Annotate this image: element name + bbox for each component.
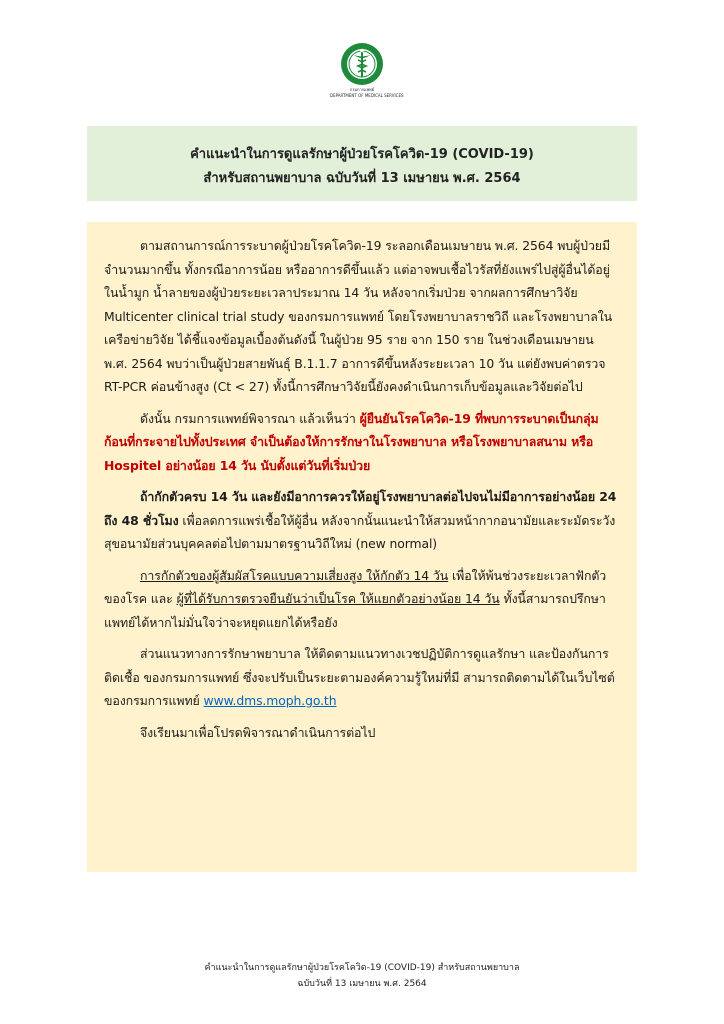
paragraph-situation: ตามสถานการณ์การระบาดผู้ป่วยโรคโควิด-19 ระลอกเดือนเมษายน พ.ศ. 2564 พบผู้ป่วยมีจำนวนมากขึ้น ทั้งกรณีอาการน้อย หรืออาการดีขึ้นแล้ว แต่อาจพบเชื้อไวรัสที่ยังแพร่ไปสู่ผู้อื่นได้อยู่ในน้ำมูก น้ำลายของผู้ป่วยระยะเวลาประมาณ 14 วัน หลังจากเริ่มป่วย จากผลการศึกษาวิจัย Multicenter clinical trial study ของกรมการแพทย์ โดยโรงพยาบาลราชวิถี และโรงพยาบาลในเครือข่ายวิจัย ได้ชี้แจงข้อมูลเบื้องต้นดังนี้ ในผู้ป่วย 95 ราย จาก 150 ราย ในช่วงเดือนเมษายน พ.ศ. 2564 พบว่าเป็นผู้ป่วยสายพันธุ์ B.1.1.7 อาการดีขึ้นหลังระยะเวลา 10 วัน แต่ยังพบค่าตรวจ RT-PCR ค่อนข้างสูง (Ct < 27) ทั้งนี้การศึกษาวิจัยนี้ยังคงดำเนินการเก็บข้อมูลและวิจัยต่อไป bbox=[104, 238, 613, 394]
page-footer bbox=[0, 960, 724, 992]
footer-line-2: ฉบับวันที่ 13 เมษายน พ.ศ. 2564 bbox=[297, 979, 427, 989]
recommendation-highlight: ผู้ยืนยันโรคโควิด-19 ที่พบการระบาดเป็นกลุ่มก้อนที่กระจายไปทั้งประเทศ จำเป็นต้องให้การรักษาในโรงพยาบาล หรือโรงพยาบาลสนาม หรือ Hospitel อย่างน้อย 14 วัน นับตั้งแต่วันที่เริ่มป่วย bbox=[104, 410, 599, 473]
website-link[interactable]: www.dms.moph.go.th bbox=[203, 693, 337, 708]
quarantine-text-1: เพื่อให้พ้นช่วงระยะเวลาฟักตัวของโรค และ bbox=[104, 567, 607, 606]
paragraph-discharge bbox=[104, 485, 620, 556]
quarantine-underline-2: ผู้ที่ได้รับการตรวจยืนยันว่าเป็นโรค ให้แยกตัวอย่างน้อย 14 วัน bbox=[176, 591, 500, 606]
footer-line-1: คำแนะนำในการดูแลรักษาผู้ป่วยโรคโควิด-19 (COVID-19) สำหรับสถานพยาบาล bbox=[204, 963, 520, 973]
logo-name-th: กรมการแพทย์ bbox=[349, 87, 375, 92]
discharge-bold: ถ้ากักตัวครบ 14 วัน และยังมีอาการควรให้อยู่โรงพยาบาลต่อไปจนไม่มีอาการอย่างน้อย 24 ถึง 48 ชั่วโมง bbox=[104, 489, 617, 528]
paragraph-guidelines bbox=[104, 642, 620, 713]
paragraph-quarantine bbox=[104, 564, 620, 635]
title-box bbox=[87, 126, 637, 201]
paragraph-recommendation bbox=[104, 407, 620, 478]
quarantine-underline-1: การกักตัวของผู้สัมผัสโรคแบบความเสี่ยงสูง ให้กักตัว 14 วัน bbox=[140, 567, 449, 583]
department-logo bbox=[330, 42, 404, 108]
logo-name-en: DEPARTMENT OF MEDICAL SERVICES bbox=[330, 93, 404, 98]
guidelines-text: ส่วนแนวทางการรักษาพยาบาล ให้ติดตามแนวทางเวชปฏิบัติการดูแลรักษา และป้องกันการติดเชื้อ ของกรมการแพทย์ ซึ่งจะปรับเป็นระยะตามองค์ความรู้ใหม่ที่มี สามารถติดตามได้ในเว็บไซต์ของกรมการแพทย์ bbox=[104, 646, 615, 708]
caduceus-seal-icon bbox=[340, 42, 384, 86]
title-line-1: คำแนะนำในการดูแลรักษาผู้ป่วยโรคโควิด-19 (COVID-19) bbox=[190, 147, 534, 162]
recommendation-lead: ดังนั้น กรมการแพทย์พิจารณา แล้วเห็นว่า bbox=[140, 410, 360, 426]
discharge-rest: เพื่อลดการแพร่เชื้อให้ผู้อื่น หลังจากนั้นแนะนำให้สวมหน้ากากอนามัยและระมัดระวังสุขอนามัยส่วนบุคคลต่อไปตามมาตรฐานวิถีใหม่ (new normal) bbox=[104, 512, 616, 551]
title-line-2: สำหรับสถานพยาบาล ฉบับวันที่ 13 เมษายน พ.ศ. 2564 bbox=[203, 171, 521, 186]
body-box bbox=[87, 222, 637, 872]
quarantine-text-2: ทั้งนี้สามารถปรึกษาแพทย์ได้หากไม่มั่นใจว่าจะหยุดแยกได้หรือยัง bbox=[104, 591, 606, 630]
paragraph-closing: จึงเรียนมาเพื่อโปรดพิจารณาดำเนินการต่อไป bbox=[140, 724, 376, 740]
